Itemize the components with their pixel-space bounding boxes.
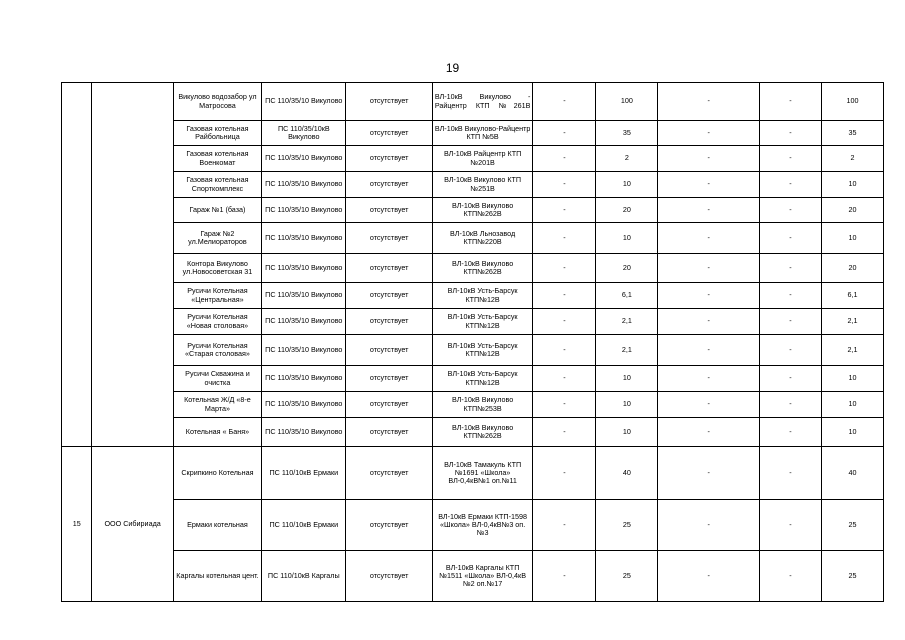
col9-cell: 20 <box>821 198 883 223</box>
substation-cell: ПС 110/10кВ Ермаки <box>262 500 346 551</box>
col6-cell: 10 <box>596 392 658 418</box>
col7-cell: - <box>658 500 760 551</box>
status-cell: отсутствует <box>346 309 432 335</box>
substation-cell: ПС 110/35/10 Викулово <box>262 392 346 418</box>
status-cell: отсутствует <box>346 198 432 223</box>
col9-cell: 20 <box>821 254 883 283</box>
col9-cell: 40 <box>821 447 883 500</box>
organization-cell-empty <box>92 83 173 447</box>
object-cell: Газовая котельная Спорткомплекс <box>173 172 261 198</box>
col8-cell: - <box>759 309 821 335</box>
substation-cell: ПС 110/35/10 Викулово <box>262 223 346 254</box>
col9-cell: 10 <box>821 172 883 198</box>
substation-cell: ПС 110/35/10 Викулово <box>262 283 346 309</box>
col7-cell: - <box>658 551 760 602</box>
col6-cell: 10 <box>596 172 658 198</box>
col5-cell: - <box>533 418 596 447</box>
col6-cell: 20 <box>596 254 658 283</box>
table-row <box>62 172 884 198</box>
status-cell: отсутствует <box>346 121 432 146</box>
line-cell: ВЛ-10кВ Ермаки КТП-1598 «Школа» ВЛ-0,4кВ№3 оп.№3 <box>432 500 533 551</box>
col6-cell: 10 <box>596 366 658 392</box>
substation-cell: ПС 110/35/10 Викулово <box>262 418 346 447</box>
col8-cell: - <box>759 83 821 121</box>
line-cell: ВЛ-10кВ Тамакуль КТП №1691 «Школа» ВЛ-0,4кВ№1 оп.№11 <box>432 447 533 500</box>
object-cell: Гараж №1 (база) <box>173 198 261 223</box>
col8-cell: - <box>759 500 821 551</box>
table-row <box>62 418 884 447</box>
status-cell: отсутствует <box>346 418 432 447</box>
status-cell: отсутствует <box>346 223 432 254</box>
status-cell: отсутствует <box>346 146 432 172</box>
substation-cell: ПС 110/10кВ Ермаки <box>262 447 346 500</box>
col9-cell: 2 <box>821 146 883 172</box>
table-row <box>62 392 884 418</box>
col8-cell: - <box>759 447 821 500</box>
col7-cell: - <box>658 172 760 198</box>
line-cell: ВЛ-10кВ Викулово КТП№262В <box>432 418 533 447</box>
organization-cell: ООО Сибириада <box>92 447 173 602</box>
col9-cell: 2,1 <box>821 335 883 366</box>
col6-cell: 35 <box>596 121 658 146</box>
col6-cell: 2 <box>596 146 658 172</box>
col8-cell: - <box>759 418 821 447</box>
col6-cell: 25 <box>596 551 658 602</box>
table-row <box>62 254 884 283</box>
line-cell: ВЛ-10кВ Усть-Барсук КТП№12В <box>432 283 533 309</box>
status-cell: отсутствует <box>346 447 432 500</box>
status-cell: отсутствует <box>346 254 432 283</box>
table-row <box>62 500 884 551</box>
col5-cell: - <box>533 223 596 254</box>
line-cell: ВЛ-10кВ Викулово-Райцентр КТП №5В <box>432 121 533 146</box>
col6-cell: 20 <box>596 198 658 223</box>
substation-cell: ПС 110/35/10 Викулово <box>262 309 346 335</box>
col5-cell: - <box>533 335 596 366</box>
col5-cell: - <box>533 83 596 121</box>
line-cell: ВЛ-10кВ Викулово - Райцентр КТП №261В <box>432 83 533 121</box>
status-cell: отсутствует <box>346 335 432 366</box>
col5-cell: - <box>533 254 596 283</box>
substation-cell: ПС 110/10кВ Каргалы <box>262 551 346 602</box>
col9-cell: 10 <box>821 223 883 254</box>
line-cell: ВЛ-10кВ Усть-Барсук КТП№12В <box>432 309 533 335</box>
data-table <box>61 82 884 602</box>
object-cell: Русичи Скважина и очистка <box>173 366 261 392</box>
col6-cell: 10 <box>596 223 658 254</box>
col9-cell: 2,1 <box>821 309 883 335</box>
col8-cell: - <box>759 198 821 223</box>
object-cell: Каргалы котельная цент. <box>173 551 261 602</box>
col5-cell: - <box>533 366 596 392</box>
status-cell: отсутствует <box>346 392 432 418</box>
object-cell: Газовая котельная Военкомат <box>173 146 261 172</box>
line-cell: ВЛ-10кВ Викулово КТП№262В <box>432 198 533 223</box>
col8-cell: - <box>759 146 821 172</box>
col6-cell: 6,1 <box>596 283 658 309</box>
object-cell: Ермаки котельная <box>173 500 261 551</box>
object-cell: Гараж №2 ул.Мелиораторов <box>173 223 261 254</box>
col6-cell: 2,1 <box>596 335 658 366</box>
table-row <box>62 283 884 309</box>
table-row <box>62 309 884 335</box>
line-cell: ВЛ-10кВ Райцентр КТП №201В <box>432 146 533 172</box>
row-number-cell: 15 <box>62 447 92 602</box>
col8-cell: - <box>759 223 821 254</box>
object-cell: Русичи Котельная «Центральная» <box>173 283 261 309</box>
col8-cell: - <box>759 551 821 602</box>
col7-cell: - <box>658 198 760 223</box>
status-cell: отсутствует <box>346 83 432 121</box>
col9-cell: 10 <box>821 418 883 447</box>
table-row <box>62 83 884 121</box>
line-cell: ВЛ-10кВ Каргалы КТП №1511 «Школа» ВЛ-0,4кВ №2 оп.№17 <box>432 551 533 602</box>
col7-cell: - <box>658 366 760 392</box>
line-cell: ВЛ-10кВ Викулово КТП №251В <box>432 172 533 198</box>
status-cell: отсутствует <box>346 551 432 602</box>
col8-cell: - <box>759 283 821 309</box>
object-cell: Скрипкино Котельная <box>173 447 261 500</box>
line-cell: ВЛ-10кВ Викулово КТП№262В <box>432 254 533 283</box>
col5-cell: - <box>533 551 596 602</box>
col7-cell: - <box>658 283 760 309</box>
table-row <box>62 551 884 602</box>
col8-cell: - <box>759 392 821 418</box>
table-row <box>62 121 884 146</box>
table-row <box>62 366 884 392</box>
col5-cell: - <box>533 146 596 172</box>
object-cell: Котельная Ж/Д «8-е Марта» <box>173 392 261 418</box>
object-cell: Контора Викулово ул.Новосоветская 31 <box>173 254 261 283</box>
object-cell: Русичи Котельная «Новая столовая» <box>173 309 261 335</box>
col7-cell: - <box>658 223 760 254</box>
col9-cell: 10 <box>821 392 883 418</box>
col5-cell: - <box>533 500 596 551</box>
substation-cell: ПС 110/35/10 Викулово <box>262 366 346 392</box>
col5-cell: - <box>533 392 596 418</box>
col5-cell: - <box>533 198 596 223</box>
col7-cell: - <box>658 447 760 500</box>
col5-cell: - <box>533 172 596 198</box>
object-cell: Газовая котельная Райбольница <box>173 121 261 146</box>
col9-cell: 25 <box>821 500 883 551</box>
substation-cell: ПС 110/35/10 Викулово <box>262 146 346 172</box>
col5-cell: - <box>533 121 596 146</box>
substation-cell: ПС 110/35/10 Викулово <box>262 83 346 121</box>
col7-cell: - <box>658 418 760 447</box>
col6-cell: 25 <box>596 500 658 551</box>
col6-cell: 40 <box>596 447 658 500</box>
col8-cell: - <box>759 121 821 146</box>
status-cell: отсутствует <box>346 172 432 198</box>
line-cell: ВЛ-10кВ Усть-Барсук КТП№12В <box>432 366 533 392</box>
substation-cell: ПС 110/35/10 Викулово <box>262 172 346 198</box>
line-cell: ВЛ-10кВ Усть-Барсук КТП№12В <box>432 335 533 366</box>
col6-cell: 2,1 <box>596 309 658 335</box>
col7-cell: - <box>658 83 760 121</box>
line-cell: ВЛ-10кВ Викулово КТП№253В <box>432 392 533 418</box>
col9-cell: 6,1 <box>821 283 883 309</box>
col7-cell: - <box>658 121 760 146</box>
col9-cell: 35 <box>821 121 883 146</box>
page-number: 19 <box>445 61 460 75</box>
table-row <box>62 223 884 254</box>
status-cell: отсутствует <box>346 283 432 309</box>
substation-cell: ПС 110/35/10 Викулово <box>262 254 346 283</box>
col8-cell: - <box>759 254 821 283</box>
col7-cell: - <box>658 392 760 418</box>
table-row <box>62 447 884 500</box>
col8-cell: - <box>759 366 821 392</box>
col7-cell: - <box>658 309 760 335</box>
col9-cell: 100 <box>821 83 883 121</box>
object-cell: Викулово водозабор ул Матросова <box>173 83 261 121</box>
status-cell: отсутствует <box>346 366 432 392</box>
col7-cell: - <box>658 335 760 366</box>
col8-cell: - <box>759 335 821 366</box>
substation-cell: ПС 110/35/10кВ Викулово <box>262 121 346 146</box>
col9-cell: 10 <box>821 366 883 392</box>
number-cell-empty <box>62 83 92 447</box>
substation-cell: ПС 110/35/10 Викулово <box>262 198 346 223</box>
col5-cell: - <box>533 283 596 309</box>
col8-cell: - <box>759 172 821 198</box>
col5-cell: - <box>533 447 596 500</box>
table-row <box>62 335 884 366</box>
line-cell: ВЛ-10кВ Льнозавод КТП№220В <box>432 223 533 254</box>
object-cell: Русичи Котельная «Старая столовая» <box>173 335 261 366</box>
object-cell: Котельная « Баня» <box>173 418 261 447</box>
col7-cell: - <box>658 146 760 172</box>
col7-cell: - <box>658 254 760 283</box>
col6-cell: 10 <box>596 418 658 447</box>
table-body <box>62 83 884 602</box>
col6-cell: 100 <box>596 83 658 121</box>
col5-cell: - <box>533 309 596 335</box>
table-row <box>62 146 884 172</box>
status-cell: отсутствует <box>346 500 432 551</box>
col9-cell: 25 <box>821 551 883 602</box>
substation-cell: ПС 110/35/10 Викулово <box>262 335 346 366</box>
table-row <box>62 198 884 223</box>
